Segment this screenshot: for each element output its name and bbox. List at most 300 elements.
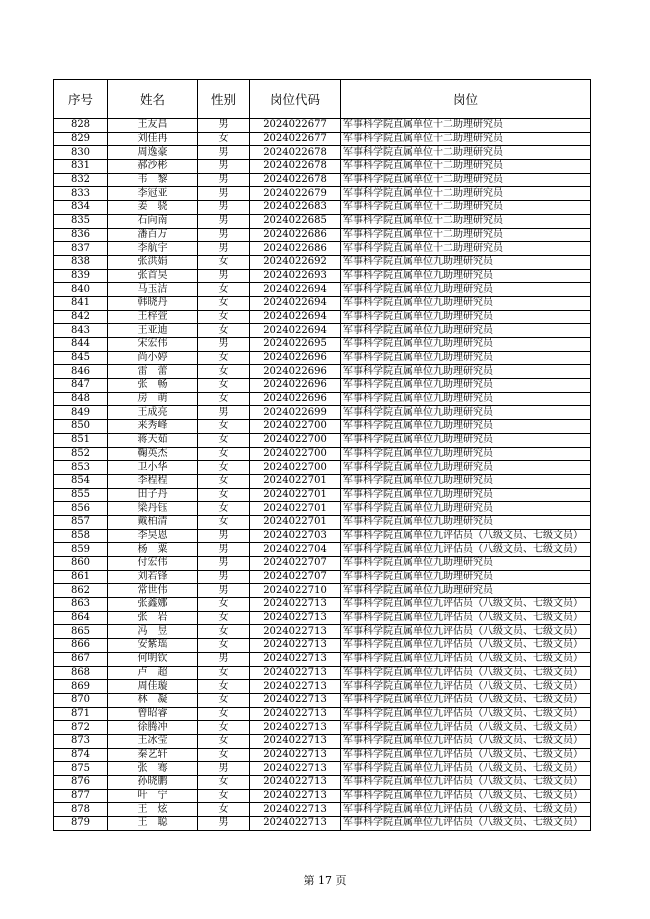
cell-seq: 832	[54, 173, 108, 187]
cell-name: 周佳璇	[108, 680, 198, 694]
cell-position-code: 2024022710	[250, 584, 341, 598]
cell-gender: 男	[198, 570, 250, 584]
cell-position-code: 2024022686	[250, 242, 341, 256]
table-row	[54, 201, 591, 215]
cell-position: 军事科学院直属单位九助理研究员	[341, 310, 591, 324]
cell-seq: 858	[54, 529, 108, 543]
table-row	[54, 296, 591, 310]
cell-gender: 女	[198, 776, 250, 790]
cell-position-code: 2024022704	[250, 543, 341, 557]
cell-gender: 女	[198, 666, 250, 680]
cell-position: 军事科学院直属单位九评估员（八级文员、七级文员）	[341, 721, 591, 735]
cell-name: 林 凝	[108, 693, 198, 707]
cell-position: 军事科学院直属单位九助理研究员	[341, 379, 591, 393]
cell-position: 军事科学院直属单位九助理研究员	[341, 515, 591, 529]
cell-seq: 860	[54, 557, 108, 571]
table-row	[54, 146, 591, 160]
cell-position: 军事科学院直属单位九评估员（八级文员、七级文员）	[341, 762, 591, 776]
cell-position: 军事科学院直属单位十二助理研究员	[341, 173, 591, 187]
cell-position-code: 2024022686	[250, 228, 341, 242]
cell-name: 安紫瑶	[108, 639, 198, 653]
table-row	[54, 529, 591, 543]
cell-position-code: 2024022694	[250, 324, 341, 338]
cell-gender: 女	[198, 502, 250, 516]
cell-position: 军事科学院直属单位九助理研究员	[341, 255, 591, 269]
cell-position: 军事科学院直属单位九助理研究员	[341, 365, 591, 379]
header-position: 岗位	[341, 80, 591, 119]
cell-position: 军事科学院直属单位九评估员（八级文员、七级文员）	[341, 529, 591, 543]
cell-position: 军事科学院直属单位十二助理研究员	[341, 146, 591, 160]
cell-seq: 863	[54, 598, 108, 612]
cell-name: 田子丹	[108, 488, 198, 502]
cell-name: 张洪娟	[108, 255, 198, 269]
table-row	[54, 598, 591, 612]
cell-position: 军事科学院直属单位十二助理研究员	[341, 160, 591, 174]
cell-position: 军事科学院直属单位九评估员（八级文员、七级文员）	[341, 680, 591, 694]
cell-position-code: 2024022696	[250, 351, 341, 365]
cell-position: 军事科学院直属单位九助理研究员	[341, 269, 591, 283]
cell-position-code: 2024022678	[250, 173, 341, 187]
cell-position: 军事科学院直属单位九助理研究员	[341, 488, 591, 502]
cell-gender: 女	[198, 310, 250, 324]
cell-gender: 女	[198, 789, 250, 803]
cell-position-code: 2024022713	[250, 598, 341, 612]
table-row	[54, 173, 591, 187]
cell-seq: 846	[54, 365, 108, 379]
cell-position: 军事科学院直属单位十二助理研究员	[341, 201, 591, 215]
cell-seq: 862	[54, 584, 108, 598]
cell-gender: 女	[198, 351, 250, 365]
cell-seq: 834	[54, 201, 108, 215]
cell-name: 张鑫娜	[108, 598, 198, 612]
cell-position-code: 2024022701	[250, 515, 341, 529]
cell-gender: 男	[198, 584, 250, 598]
cell-gender: 男	[198, 173, 250, 187]
cell-position-code: 2024022713	[250, 625, 341, 639]
cell-seq: 831	[54, 160, 108, 174]
cell-position: 军事科学院直属单位九评估员（八级文员、七级文员）	[341, 625, 591, 639]
cell-seq: 828	[54, 119, 108, 133]
table-row	[54, 283, 591, 297]
cell-position-code: 2024022694	[250, 283, 341, 297]
cell-position-code: 2024022695	[250, 338, 341, 352]
cell-name: 石向南	[108, 214, 198, 228]
table-row	[54, 351, 591, 365]
cell-gender: 女	[198, 255, 250, 269]
cell-name: 卢 超	[108, 666, 198, 680]
cell-position-code: 2024022701	[250, 502, 341, 516]
cell-name: 姜 骁	[108, 201, 198, 215]
table-row	[54, 748, 591, 762]
cell-position: 军事科学院直属单位九评估员（八级文员、七级文员）	[341, 748, 591, 762]
cell-seq: 847	[54, 379, 108, 393]
cell-seq: 845	[54, 351, 108, 365]
cell-gender: 女	[198, 748, 250, 762]
cell-position-code: 2024022701	[250, 488, 341, 502]
table-row	[54, 242, 591, 256]
table-row	[54, 269, 591, 283]
header-seq: 序号	[54, 80, 108, 119]
table-row	[54, 338, 591, 352]
cell-gender: 女	[198, 734, 250, 748]
cell-position: 军事科学院直属单位十二助理研究员	[341, 132, 591, 146]
cell-gender: 男	[198, 406, 250, 420]
cell-position: 军事科学院直属单位九评估员（八级文员、七级文员）	[341, 543, 591, 557]
cell-gender: 女	[198, 365, 250, 379]
cell-position-code: 2024022713	[250, 652, 341, 666]
cell-name: 王 聪	[108, 817, 198, 831]
cell-position-code: 2024022713	[250, 666, 341, 680]
table-row	[54, 817, 591, 831]
cell-gender: 男	[198, 269, 250, 283]
table-row	[54, 680, 591, 694]
table-row	[54, 515, 591, 529]
cell-seq: 870	[54, 693, 108, 707]
cell-name: 潘百万	[108, 228, 198, 242]
cell-seq: 878	[54, 803, 108, 817]
table-row	[54, 187, 591, 201]
cell-position-code: 2024022713	[250, 734, 341, 748]
cell-position-code: 2024022713	[250, 803, 341, 817]
cell-position-code: 2024022713	[250, 693, 341, 707]
cell-gender: 男	[198, 160, 250, 174]
cell-gender: 男	[198, 543, 250, 557]
cell-position: 军事科学院直属单位九助理研究员	[341, 338, 591, 352]
cell-name: 郝沙彬	[108, 160, 198, 174]
table-row	[54, 611, 591, 625]
table-row	[54, 488, 591, 502]
table-row	[54, 693, 591, 707]
cell-position: 军事科学院直属单位九评估员（八级文员、七级文员）	[341, 652, 591, 666]
table-row	[54, 228, 591, 242]
cell-name: 尚小婷	[108, 351, 198, 365]
cell-gender: 女	[198, 611, 250, 625]
cell-gender: 女	[198, 132, 250, 146]
cell-name: 王亚迪	[108, 324, 198, 338]
cell-position: 军事科学院直属单位九助理研究员	[341, 584, 591, 598]
cell-position-code: 2024022693	[250, 269, 341, 283]
cell-seq: 864	[54, 611, 108, 625]
header-gender: 性别	[198, 80, 250, 119]
cell-position-code: 2024022713	[250, 789, 341, 803]
cell-position-code: 2024022713	[250, 639, 341, 653]
cell-seq: 835	[54, 214, 108, 228]
cell-position: 军事科学院直属单位十二助理研究员	[341, 119, 591, 133]
cell-position: 军事科学院直属单位九评估员（八级文员、七级文员）	[341, 693, 591, 707]
cell-seq: 873	[54, 734, 108, 748]
cell-name: 雷 蕾	[108, 365, 198, 379]
cell-seq: 855	[54, 488, 108, 502]
cell-gender: 女	[198, 379, 250, 393]
cell-position-code: 2024022713	[250, 776, 341, 790]
table-header-row	[54, 80, 591, 119]
cell-position-code: 2024022677	[250, 132, 341, 146]
cell-name: 鞠英杰	[108, 447, 198, 461]
cell-position-code: 2024022679	[250, 187, 341, 201]
cell-position: 军事科学院直属单位九助理研究员	[341, 406, 591, 420]
table-row	[54, 447, 591, 461]
cell-position: 军事科学院直属单位九评估员（八级文员、七级文员）	[341, 707, 591, 721]
cell-position-code: 2024022699	[250, 406, 341, 420]
cell-name: 张首昊	[108, 269, 198, 283]
cell-position-code: 2024022696	[250, 365, 341, 379]
cell-gender: 男	[198, 228, 250, 242]
cell-position: 军事科学院直属单位九助理研究员	[341, 557, 591, 571]
cell-name: 张 岩	[108, 611, 198, 625]
cell-position: 军事科学院直属单位九评估员（八级文员、七级文员）	[341, 789, 591, 803]
cell-position-code: 2024022700	[250, 420, 341, 434]
cell-gender: 男	[198, 201, 250, 215]
cell-name: 蒋天茹	[108, 433, 198, 447]
cell-seq: 857	[54, 515, 108, 529]
table-row	[54, 803, 591, 817]
cell-name: 曾昭睿	[108, 707, 198, 721]
cell-name: 冯 昱	[108, 625, 198, 639]
cell-gender: 女	[198, 488, 250, 502]
cell-name: 梁丹钰	[108, 502, 198, 516]
cell-gender: 男	[198, 146, 250, 160]
cell-name: 何明钦	[108, 652, 198, 666]
cell-name: 刘佳冉	[108, 132, 198, 146]
cell-seq: 866	[54, 639, 108, 653]
cell-position: 军事科学院直属单位十二助理研究员	[341, 214, 591, 228]
cell-name: 常世伟	[108, 584, 198, 598]
cell-seq: 868	[54, 666, 108, 680]
cell-position-code: 2024022707	[250, 557, 341, 571]
cell-position-code: 2024022713	[250, 748, 341, 762]
cell-gender: 女	[198, 680, 250, 694]
cell-position: 军事科学院直属单位九助理研究员	[341, 283, 591, 297]
table-row	[54, 625, 591, 639]
cell-gender: 男	[198, 338, 250, 352]
cell-name: 刘若锋	[108, 570, 198, 584]
cell-seq: 829	[54, 132, 108, 146]
cell-seq: 854	[54, 474, 108, 488]
cell-gender: 男	[198, 187, 250, 201]
table-row	[54, 584, 591, 598]
cell-position-code: 2024022677	[250, 119, 341, 133]
cell-seq: 871	[54, 707, 108, 721]
cell-name: 王冰莹	[108, 734, 198, 748]
cell-name: 杨 粟	[108, 543, 198, 557]
header-position-code: 岗位代码	[250, 80, 341, 119]
cell-name: 戴柏清	[108, 515, 198, 529]
cell-position-code: 2024022696	[250, 379, 341, 393]
cell-name: 来秀峰	[108, 420, 198, 434]
cell-name: 秦艺轩	[108, 748, 198, 762]
table-row	[54, 255, 591, 269]
table-row	[54, 652, 591, 666]
cell-gender: 女	[198, 324, 250, 338]
cell-name: 王梓萱	[108, 310, 198, 324]
cell-gender: 女	[198, 420, 250, 434]
cell-position: 军事科学院直属单位九评估员（八级文员、七级文员）	[341, 639, 591, 653]
table-row	[54, 132, 591, 146]
table-row	[54, 160, 591, 174]
cell-gender: 女	[198, 639, 250, 653]
cell-seq: 830	[54, 146, 108, 160]
cell-position-code: 2024022696	[250, 392, 341, 406]
cell-name: 宋宏伟	[108, 338, 198, 352]
cell-seq: 848	[54, 392, 108, 406]
cell-position-code: 2024022703	[250, 529, 341, 543]
table-row	[54, 789, 591, 803]
cell-position-code: 2024022678	[250, 160, 341, 174]
cell-position: 军事科学院直属单位九助理研究员	[341, 392, 591, 406]
table-row	[54, 310, 591, 324]
table-row	[54, 776, 591, 790]
cell-position-code: 2024022707	[250, 570, 341, 584]
cell-position: 军事科学院直属单位九评估员（八级文员、七级文员）	[341, 734, 591, 748]
cell-position: 军事科学院直属单位九助理研究员	[341, 502, 591, 516]
cell-name: 马玉洁	[108, 283, 198, 297]
table-body	[54, 119, 591, 831]
cell-seq: 856	[54, 502, 108, 516]
cell-gender: 男	[198, 242, 250, 256]
cell-gender: 女	[198, 625, 250, 639]
cell-position-code: 2024022701	[250, 474, 341, 488]
table-row	[54, 379, 591, 393]
table-row	[54, 365, 591, 379]
cell-position: 军事科学院直属单位九助理研究员	[341, 570, 591, 584]
cell-position-code: 2024022713	[250, 707, 341, 721]
cell-seq: 867	[54, 652, 108, 666]
cell-seq: 850	[54, 420, 108, 434]
cell-position: 军事科学院直属单位九助理研究员	[341, 351, 591, 365]
cell-name: 卫小华	[108, 461, 198, 475]
cell-gender: 女	[198, 474, 250, 488]
cell-position-code: 2024022683	[250, 201, 341, 215]
cell-seq: 852	[54, 447, 108, 461]
cell-position-code: 2024022713	[250, 680, 341, 694]
cell-name: 张 骞	[108, 762, 198, 776]
cell-position: 军事科学院直属单位九评估员（八级文员、七级文员）	[341, 776, 591, 790]
table-row	[54, 433, 591, 447]
cell-position: 军事科学院直属单位九助理研究员	[341, 461, 591, 475]
cell-seq: 849	[54, 406, 108, 420]
cell-seq: 851	[54, 433, 108, 447]
cell-seq: 869	[54, 680, 108, 694]
table-row	[54, 707, 591, 721]
cell-gender: 男	[198, 817, 250, 831]
cell-gender: 男	[198, 214, 250, 228]
cell-seq: 833	[54, 187, 108, 201]
cell-position: 军事科学院直属单位九助理研究员	[341, 474, 591, 488]
cell-gender: 女	[198, 803, 250, 817]
table-row	[54, 639, 591, 653]
cell-seq: 879	[54, 817, 108, 831]
cell-gender: 女	[198, 392, 250, 406]
cell-seq: 876	[54, 776, 108, 790]
cell-seq: 844	[54, 338, 108, 352]
cell-gender: 女	[198, 447, 250, 461]
cell-position-code: 2024022713	[250, 762, 341, 776]
cell-position-code: 2024022692	[250, 255, 341, 269]
cell-position-code: 2024022700	[250, 461, 341, 475]
table-row	[54, 543, 591, 557]
cell-seq: 865	[54, 625, 108, 639]
cell-name: 张 畅	[108, 379, 198, 393]
cell-name: 王 炫	[108, 803, 198, 817]
cell-name: 徐腾冲	[108, 721, 198, 735]
table-row	[54, 324, 591, 338]
cell-position: 军事科学院直属单位九助理研究员	[341, 433, 591, 447]
table-row	[54, 461, 591, 475]
cell-seq: 837	[54, 242, 108, 256]
cell-seq: 877	[54, 789, 108, 803]
cell-position-code: 2024022713	[250, 817, 341, 831]
cell-position-code: 2024022694	[250, 296, 341, 310]
cell-gender: 女	[198, 693, 250, 707]
cell-gender: 男	[198, 529, 250, 543]
cell-seq: 838	[54, 255, 108, 269]
cell-position: 军事科学院直属单位十二助理研究员	[341, 242, 591, 256]
table-row	[54, 406, 591, 420]
table-row	[54, 557, 591, 571]
cell-name: 李昊恩	[108, 529, 198, 543]
cell-position: 军事科学院直属单位十二助理研究员	[341, 187, 591, 201]
cell-seq: 859	[54, 543, 108, 557]
cell-gender: 女	[198, 461, 250, 475]
cell-seq: 843	[54, 324, 108, 338]
cell-seq: 841	[54, 296, 108, 310]
roster-table	[53, 79, 591, 831]
cell-name: 王友昌	[108, 119, 198, 133]
cell-position-code: 2024022678	[250, 146, 341, 160]
cell-seq: 853	[54, 461, 108, 475]
page-number: 第 17 页	[303, 874, 347, 887]
cell-position-code: 2024022700	[250, 433, 341, 447]
cell-name: 付宏伟	[108, 557, 198, 571]
cell-name: 孙晓鹏	[108, 776, 198, 790]
cell-position: 军事科学院直属单位九评估员（八级文员、七级文员）	[341, 611, 591, 625]
cell-gender: 男	[198, 762, 250, 776]
cell-gender: 女	[198, 296, 250, 310]
cell-position-code: 2024022713	[250, 611, 341, 625]
cell-name: 李程程	[108, 474, 198, 488]
cell-name: 王成亮	[108, 406, 198, 420]
cell-position: 军事科学院直属单位九评估员（八级文员、七级文员）	[341, 598, 591, 612]
cell-position: 军事科学院直属单位九助理研究员	[341, 420, 591, 434]
cell-position-code: 2024022713	[250, 721, 341, 735]
table-row	[54, 762, 591, 776]
cell-gender: 女	[198, 283, 250, 297]
cell-name: 韦 黎	[108, 173, 198, 187]
table-row	[54, 734, 591, 748]
cell-name: 叶 宁	[108, 789, 198, 803]
cell-seq: 842	[54, 310, 108, 324]
cell-gender: 女	[198, 598, 250, 612]
cell-position: 军事科学院直属单位九评估员（八级文员、七级文员）	[341, 803, 591, 817]
cell-gender: 女	[198, 515, 250, 529]
cell-seq: 836	[54, 228, 108, 242]
cell-position-code: 2024022700	[250, 447, 341, 461]
cell-gender: 男	[198, 652, 250, 666]
cell-name: 周逸豪	[108, 146, 198, 160]
table-row	[54, 214, 591, 228]
cell-seq: 875	[54, 762, 108, 776]
cell-position: 军事科学院直属单位九助理研究员	[341, 447, 591, 461]
cell-seq: 861	[54, 570, 108, 584]
table-row	[54, 474, 591, 488]
table-row	[54, 119, 591, 133]
table-row	[54, 570, 591, 584]
cell-gender: 女	[198, 433, 250, 447]
cell-position-code: 2024022694	[250, 310, 341, 324]
cell-position: 军事科学院直属单位九评估员（八级文员、七级文员）	[341, 666, 591, 680]
cell-name: 李冠亚	[108, 187, 198, 201]
cell-seq: 840	[54, 283, 108, 297]
